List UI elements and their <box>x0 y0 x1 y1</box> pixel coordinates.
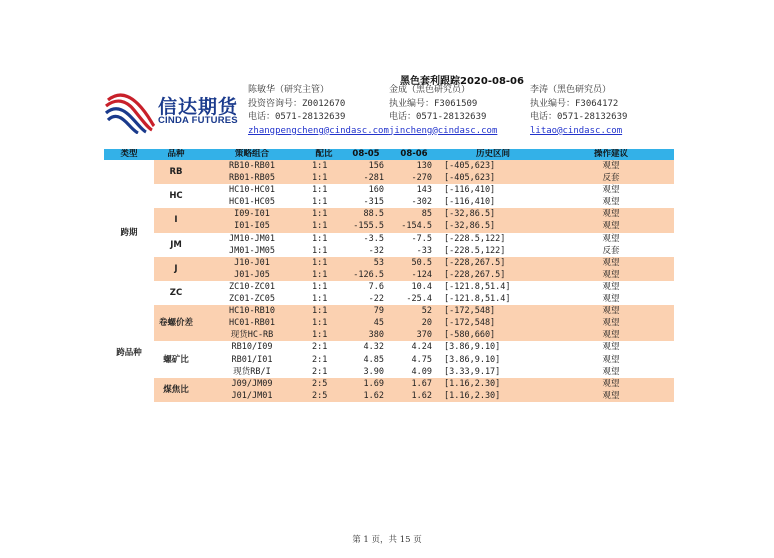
ratio-cell: 1:1 <box>306 160 342 172</box>
suggestion-cell: 观望 <box>548 354 674 366</box>
category-cell: 跨期 <box>104 160 154 305</box>
cinda-logo-icon <box>104 86 156 134</box>
ratio-cell: 1:1 <box>306 245 342 257</box>
history-range-cell: [1.16,2.30] <box>438 378 548 390</box>
table-row <box>104 281 674 293</box>
history-range-cell: [-228.5,122] <box>438 245 548 257</box>
suggestion-cell: 观望 <box>548 317 674 329</box>
variety-cell: I <box>154 208 198 232</box>
strategy-cell: HC10-RB10 <box>198 305 306 317</box>
strategy-cell: J09/JM09 <box>198 378 306 390</box>
strategy-cell: HC01-HC05 <box>198 196 306 208</box>
header-variety: 品种 <box>154 149 198 160</box>
strategy-cell: 现货RB/I <box>198 366 306 378</box>
suggestion-cell: 观望 <box>548 160 674 172</box>
history-range-cell: [-121.8,51.4] <box>438 293 548 305</box>
ratio-cell: 1:1 <box>306 317 342 329</box>
contact-name: 陈敏华（研究主管） <box>248 85 330 95</box>
value-0806-cell: 50.5 <box>390 257 438 269</box>
value-0806-cell: 52 <box>390 305 438 317</box>
ratio-cell: 1:1 <box>306 293 342 305</box>
value-0805-cell: -3.5 <box>342 233 390 245</box>
header-strategy: 策略组合 <box>198 149 306 160</box>
value-0805-cell: 156 <box>342 160 390 172</box>
table-row <box>104 257 674 269</box>
suggestion-cell: 观望 <box>548 329 674 341</box>
history-range-cell: [-228,267.5] <box>438 257 548 269</box>
table-row <box>104 305 674 317</box>
variety-cell: 螺矿比 <box>154 341 198 377</box>
header-date-2: 08-06 <box>390 149 438 160</box>
page-title: 黑色套利跟踪2020-08-06 <box>400 76 524 87</box>
value-0805-cell: -315 <box>342 196 390 208</box>
strategy-cell: RB10-RB01 <box>198 160 306 172</box>
history-range-cell: [1.16,2.30] <box>438 390 548 402</box>
ratio-cell: 1:1 <box>306 281 342 293</box>
history-range-cell: [3.86,9.10] <box>438 354 548 366</box>
header-suggestion: 操作建议 <box>548 149 674 160</box>
ratio-cell: 2:5 <box>306 390 342 402</box>
ratio-cell: 2:5 <box>306 378 342 390</box>
ratio-cell: 2:1 <box>306 366 342 378</box>
ratio-cell: 1:1 <box>306 269 342 281</box>
variety-cell: HC <box>154 184 198 208</box>
contact-block-1 <box>248 84 389 138</box>
suggestion-cell: 观望 <box>548 220 674 232</box>
strategy-cell: I09-I01 <box>198 208 306 220</box>
value-0805-cell: -32 <box>342 245 390 257</box>
value-0805-cell: -281 <box>342 172 390 184</box>
strategy-cell: J01-J05 <box>198 269 306 281</box>
ratio-cell: 1:1 <box>306 172 342 184</box>
value-0805-cell: 53 <box>342 257 390 269</box>
value-0805-cell: 3.90 <box>342 366 390 378</box>
table-header-row <box>104 149 674 160</box>
value-0805-cell: 88.5 <box>342 208 390 220</box>
variety-cell: RB <box>154 160 198 184</box>
strategy-cell: J10-J01 <box>198 257 306 269</box>
value-0806-cell: 370 <box>390 329 438 341</box>
contact-phone: 电话：0571-28132639 <box>389 112 487 122</box>
suggestion-cell: 反套 <box>548 245 674 257</box>
value-0806-cell: -33 <box>390 245 438 257</box>
contact-email-link[interactable]: litao@cindasc.com <box>530 125 623 136</box>
table-row <box>104 160 674 172</box>
ratio-cell: 1:1 <box>306 329 342 341</box>
ratio-cell: 1:1 <box>306 196 342 208</box>
variety-cell: 煤焦比 <box>154 378 198 402</box>
suggestion-cell: 观望 <box>548 366 674 378</box>
contact-phone: 电话：0571-28132639 <box>530 112 628 122</box>
value-0805-cell: 45 <box>342 317 390 329</box>
table-row <box>104 184 674 196</box>
value-0806-cell: 1.67 <box>390 378 438 390</box>
value-0806-cell: 130 <box>390 160 438 172</box>
strategy-cell: J01/JM01 <box>198 390 306 402</box>
value-0805-cell: 4.85 <box>342 354 390 366</box>
suggestion-cell: 观望 <box>548 184 674 196</box>
suggestion-cell: 观望 <box>548 390 674 402</box>
suggestion-cell: 反套 <box>548 172 674 184</box>
logo-english-text: CINDA FUTURES <box>158 115 238 126</box>
history-range-cell: [3.33,9.17] <box>438 366 548 378</box>
value-0806-cell: 10.4 <box>390 281 438 293</box>
page-footer: 第 1 页，共 15 页 <box>352 535 422 545</box>
strategy-cell: RB01/I01 <box>198 354 306 366</box>
value-0805-cell: -22 <box>342 293 390 305</box>
strategy-cell: HC10-HC01 <box>198 184 306 196</box>
value-0805-cell: 380 <box>342 329 390 341</box>
table-row <box>104 341 674 353</box>
history-range-cell: [-116,410] <box>438 196 548 208</box>
logo-chinese-text: 信达期货 <box>158 96 239 118</box>
ratio-cell: 2:1 <box>306 341 342 353</box>
value-0806-cell: 20 <box>390 317 438 329</box>
suggestion-cell: 观望 <box>548 233 674 245</box>
value-0806-cell: -270 <box>390 172 438 184</box>
suggestion-cell: 观望 <box>548 208 674 220</box>
suggestion-cell: 观望 <box>548 196 674 208</box>
contact-license: 投资咨询号：Z0012670 <box>248 98 346 109</box>
value-0805-cell: 1.62 <box>342 390 390 402</box>
strategy-cell: RB01-RB05 <box>198 172 306 184</box>
history-range-cell: [-32,86.5] <box>438 220 548 232</box>
variety-cell: 卷螺价差 <box>154 305 198 341</box>
ratio-cell: 1:1 <box>306 305 342 317</box>
contact-phone: 电话：0571-28132639 <box>248 112 346 122</box>
value-0806-cell: 1.62 <box>390 390 438 402</box>
suggestion-cell: 观望 <box>548 378 674 390</box>
header-date-1: 08-05 <box>342 149 390 160</box>
header-type: 类型 <box>104 149 154 160</box>
suggestion-cell: 观望 <box>548 281 674 293</box>
contact-email-link[interactable]: zhangpengcheng@cindasc.com <box>248 125 389 136</box>
strategy-cell: JM10-JM01 <box>198 233 306 245</box>
history-range-cell: [-116,410] <box>438 184 548 196</box>
ratio-cell: 1:1 <box>306 233 342 245</box>
value-0805-cell: -155.5 <box>342 220 390 232</box>
contact-license: 执业编号：F3061509 <box>389 98 478 109</box>
suggestion-cell: 观望 <box>548 293 674 305</box>
history-range-cell: [-228,267.5] <box>438 269 548 281</box>
arbitrage-table <box>104 149 674 402</box>
suggestion-cell: 观望 <box>548 269 674 281</box>
contact-license: 执业编号：F3064172 <box>530 98 619 109</box>
history-range-cell: [-121.8,51.4] <box>438 281 548 293</box>
value-0806-cell: 143 <box>390 184 438 196</box>
value-0805-cell: 7.6 <box>342 281 390 293</box>
category-cell: 跨品种 <box>104 305 154 402</box>
contact-block-2 <box>389 84 497 138</box>
table-row <box>104 208 674 220</box>
history-range-cell: [-405,623] <box>438 160 548 172</box>
value-0805-cell: 79 <box>342 305 390 317</box>
table-row <box>104 233 674 245</box>
value-0806-cell: -302 <box>390 196 438 208</box>
value-0806-cell: 4.24 <box>390 341 438 353</box>
contact-name: 金成（黑色研究员） <box>389 85 471 95</box>
history-range-cell: [-32,86.5] <box>438 208 548 220</box>
company-logo <box>104 86 244 134</box>
header-history-range: 历史区间 <box>438 149 548 160</box>
strategy-cell: ZC01-ZC05 <box>198 293 306 305</box>
history-range-cell: [-172,548] <box>438 305 548 317</box>
value-0806-cell: 4.09 <box>390 366 438 378</box>
value-0806-cell: -154.5 <box>390 220 438 232</box>
value-0806-cell: -25.4 <box>390 293 438 305</box>
strategy-cell: JM01-JM05 <box>198 245 306 257</box>
variety-cell: ZC <box>154 281 198 305</box>
ratio-cell: 1:1 <box>306 220 342 232</box>
ratio-cell: 1:1 <box>306 208 342 220</box>
history-range-cell: [3.86,9.10] <box>438 341 548 353</box>
ratio-cell: 1:1 <box>306 184 342 196</box>
history-range-cell: [-580,660] <box>438 329 548 341</box>
suggestion-cell: 观望 <box>548 341 674 353</box>
strategy-cell: ZC10-ZC01 <box>198 281 306 293</box>
history-range-cell: [-405,623] <box>438 172 548 184</box>
value-0805-cell: 160 <box>342 184 390 196</box>
value-0805-cell: -126.5 <box>342 269 390 281</box>
strategy-cell: I01-I05 <box>198 220 306 232</box>
table-row <box>104 378 674 390</box>
value-0805-cell: 4.32 <box>342 341 390 353</box>
variety-cell: JM <box>154 233 198 257</box>
value-0806-cell: 85 <box>390 208 438 220</box>
strategy-cell: RB10/I09 <box>198 341 306 353</box>
value-0806-cell: -7.5 <box>390 233 438 245</box>
history-range-cell: [-228.5,122] <box>438 233 548 245</box>
suggestion-cell: 观望 <box>548 257 674 269</box>
contact-name: 李涛（黑色研究员） <box>530 85 612 95</box>
header-ratio: 配比 <box>306 149 342 160</box>
contact-email-link[interactable]: jincheng@cindasc.com <box>389 125 498 136</box>
ratio-cell: 2:1 <box>306 354 342 366</box>
strategy-cell: 现货HC-RB <box>198 329 306 341</box>
value-0806-cell: 4.75 <box>390 354 438 366</box>
contact-block-3 <box>530 84 627 138</box>
value-0806-cell: -124 <box>390 269 438 281</box>
suggestion-cell: 观望 <box>548 305 674 317</box>
value-0805-cell: 1.69 <box>342 378 390 390</box>
strategy-cell: HC01-RB01 <box>198 317 306 329</box>
history-range-cell: [-172,548] <box>438 317 548 329</box>
ratio-cell: 1:1 <box>306 257 342 269</box>
variety-cell: J <box>154 257 198 281</box>
